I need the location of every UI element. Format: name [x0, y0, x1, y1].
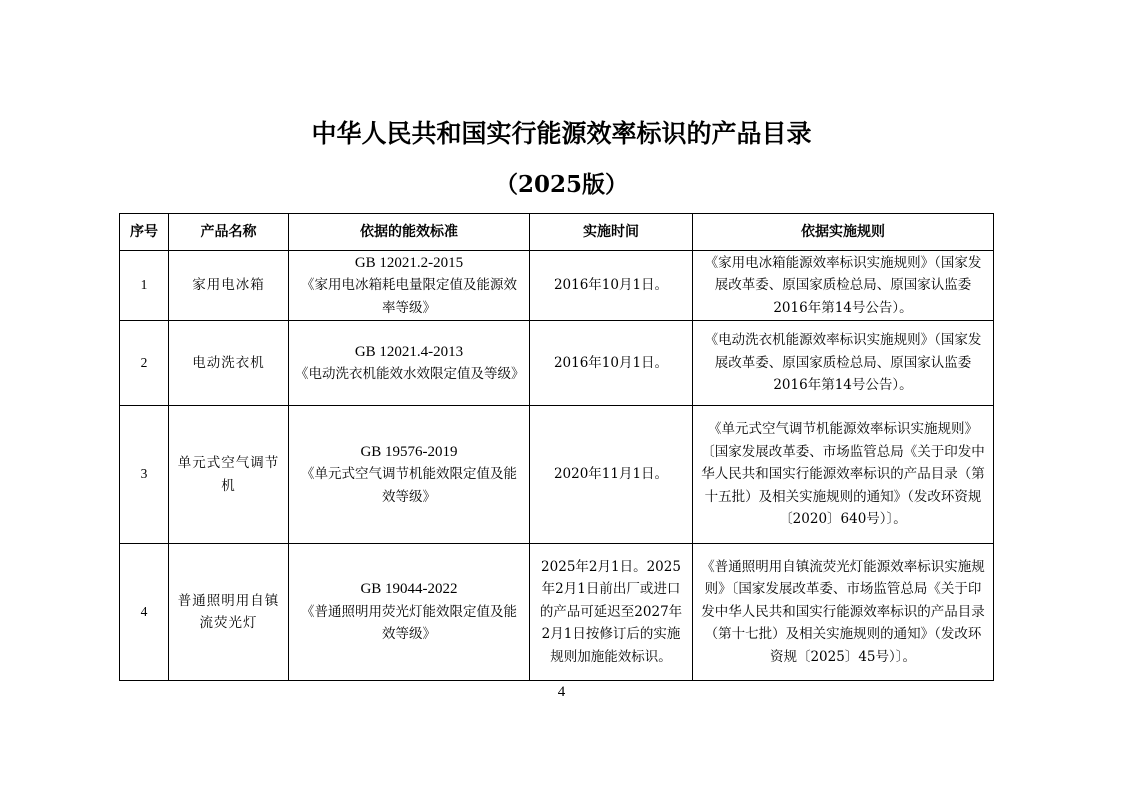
standard-code: GB 12021.2-2015 [354, 254, 464, 271]
implementation-date: 2016年10月1日。 [530, 321, 693, 406]
header-product: 产品名称 [169, 214, 289, 251]
implementation-rule: 《电动洗衣机能源效率标识实施规则》（国家发展改革委、原国家质检总局、原国家认监委2016年第14号公告）。 [693, 321, 994, 406]
product-name: 单元式空气调节机 [169, 406, 289, 544]
table-row [120, 251, 994, 321]
header-date: 实施时间 [530, 214, 693, 251]
table-row [120, 544, 994, 681]
standard-name: 《普通照明用荧光灯能效限定值及能效等级》 [301, 603, 517, 643]
page-number: 4 [557, 684, 566, 700]
product-name: 普通照明用自镇流荧光灯 [169, 544, 289, 681]
product-name: 电动洗衣机 [169, 321, 289, 406]
implementation-rule: 《普通照明用自镇流荧光灯能源效率标识实施规则》〔国家发展改革委、市场监管总局《关于印发中华人民共和国实行能源效率标识的产品目录（第十七批）及相关实施规则的通知》（发改环资规〔2025〕45号）〕。 [693, 544, 994, 681]
implementation-rule: 《单元式空气调节机能源效率标识实施规则》〔国家发展改革委、市场监管总局《关于印发中华人民共和国实行能源效率标识的产品目录（第十五批）及相关实施规则的通知》（发改环资规〔2020〕640号）〕。 [693, 406, 994, 544]
implementation-date: 2025年2月1日。2025年2月1日前出厂或进口的产品可延迟至2027年2月1日按修订后的实施规则加施能效标识。 [530, 544, 693, 681]
header-rule: 依据实施规则 [693, 214, 994, 251]
table-row [120, 321, 994, 406]
standard-name: 《单元式空气调节机能效限定值及能效等级》 [301, 466, 517, 505]
product-catalog-table [119, 213, 994, 681]
row-number: 3 [120, 406, 169, 544]
implementation-date: 2016年10月1日。 [530, 251, 693, 321]
standard-code: GB 12021.4-2013 [354, 343, 464, 360]
product-name: 家用电冰箱 [169, 251, 289, 321]
standard-name: 《家用电冰箱耗电量限定值及能源效率等级》 [301, 277, 517, 316]
standard-code: GB 19044-2022 [360, 581, 458, 598]
row-number: 1 [120, 251, 169, 321]
standard-cell [289, 251, 530, 321]
standard-cell [289, 406, 530, 544]
header-standard: 依据的能效标准 [289, 214, 530, 251]
standard-name: 《电动洗衣机能效水效限定值及等级》 [295, 366, 525, 382]
implementation-date: 2020年11月1日。 [530, 406, 693, 544]
standard-code: GB 19576-2019 [360, 443, 458, 460]
table-header-row [120, 214, 994, 251]
row-number: 2 [120, 321, 169, 406]
document-title: 中华人民共和国实行能源效率标识的产品目录 [311, 119, 812, 148]
header-no: 序号 [120, 214, 169, 251]
implementation-rule: 《家用电冰箱能源效率标识实施规则》（国家发展改革委、原国家质检总局、原国家认监委2016年第14号公告）。 [693, 251, 994, 321]
standard-cell [289, 544, 530, 681]
table-row [120, 406, 994, 544]
standard-cell [289, 321, 530, 406]
document-subtitle: （2025版） [494, 171, 628, 198]
row-number: 4 [120, 544, 169, 681]
